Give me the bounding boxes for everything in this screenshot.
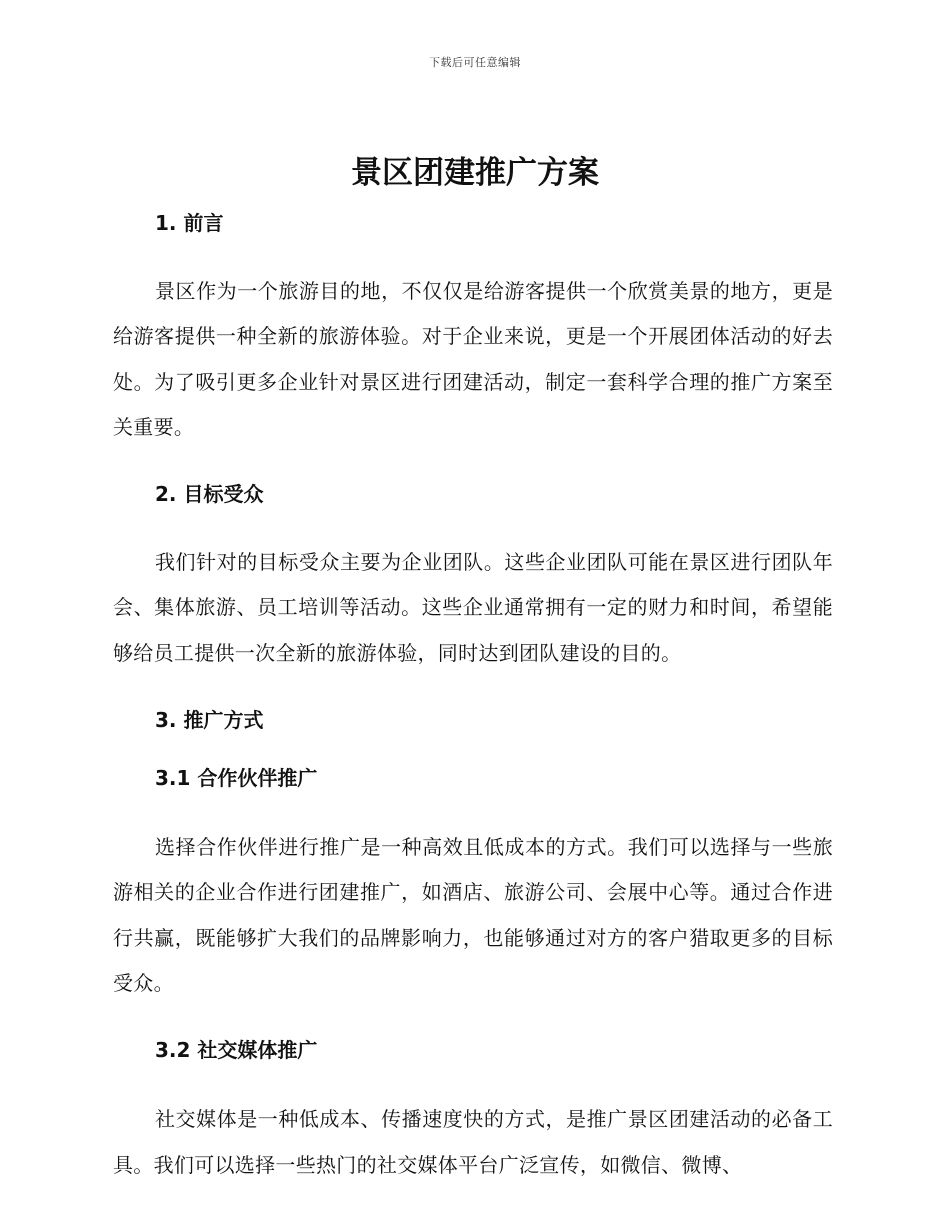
- subsection-paragraph-social-media-promotion: 社交媒体是一种低成本、传播速度快的方式，是推广景区团建活动的必备工具。我们可以选择一些热门的社交媒体平台广泛宣传，如微信、微博、: [113, 1107, 833, 1177]
- document-title: 景区团建推广方案: [351, 155, 599, 191]
- page-header-note: 下载后可任意编辑: [429, 56, 521, 69]
- subsection-heading-social-media-promotion: 3.2 社交媒体推广: [155, 1038, 318, 1063]
- subsection-paragraph-partner-promotion: 选择合作伙伴进行推广是一种高效且低成本的方式。我们可以选择与一些旅游相关的企业合作进行团建推广，如酒店、旅游公司、会展中心等。通过合作进行共赢，既能够扩大我们的品牌影响力，也能够通过对方的客户猎取更多的目标受众。: [113, 835, 833, 995]
- section-heading-preface: 1. 前言: [155, 211, 224, 235]
- section-heading-target-audience: 2. 目标受众: [155, 482, 264, 507]
- section-paragraph-preface: 景区作为一个旅游目的地，不仅仅是给游客提供一个欣赏美景的地方，更是给游客提供一种全新的旅游体验。对于企业来说，更是一个开展团体活动的好去处。为了吸引更多企业针对景区进行团建活动，制定一套科学合理的推广方案至关重要。: [113, 279, 833, 439]
- section-paragraph-target-audience: 我们针对的目标受众主要为企业团队。这些企业团队可能在景区进行团队年会、集体旅游、员工培训等活动。这些企业通常拥有一定的财力和时间，希望能够给员工提供一次全新的旅游体验，同时达到团队建设的目的。: [113, 550, 833, 665]
- section-heading-promotion-methods: 3. 推广方式: [155, 708, 264, 733]
- document-body: [113, 200, 833, 1188]
- subsection-heading-partner-promotion: 3.1 合作伙伴推广: [155, 766, 318, 791]
